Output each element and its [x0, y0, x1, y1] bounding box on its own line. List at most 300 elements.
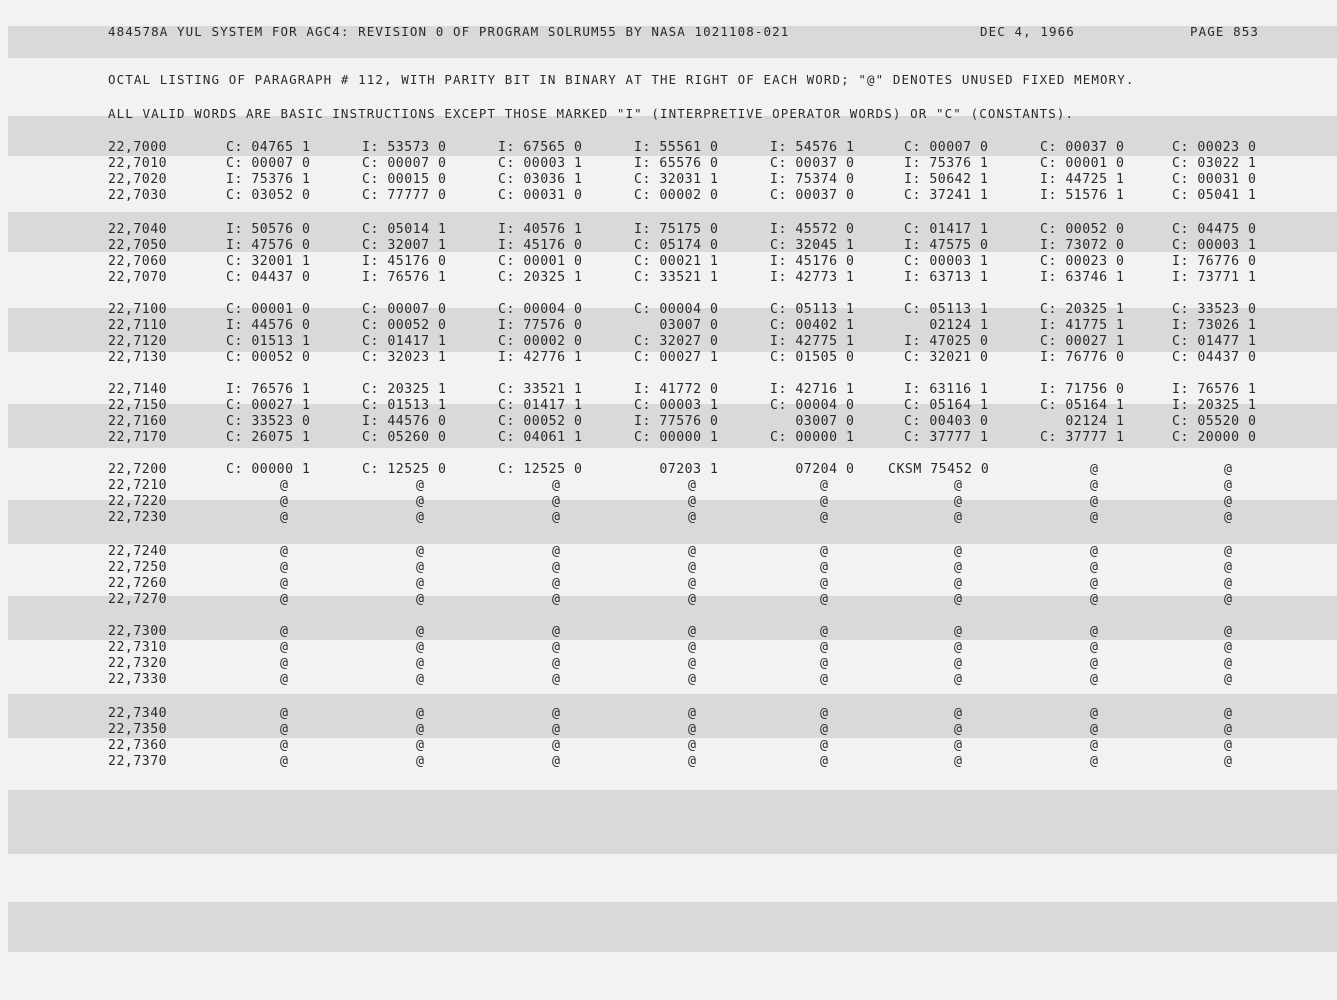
word-cell: I: 63746 1 [1040, 270, 1125, 285]
word-cell: I: 75376 1 [226, 172, 311, 187]
unused-memory-cell: @ [1224, 576, 1233, 591]
word-cell: I: 55561 0 [634, 140, 719, 155]
word-cell: I: 50576 0 [226, 222, 311, 237]
unused-memory-cell: @ [820, 656, 829, 671]
word-cell: C: 05113 1 [770, 302, 855, 317]
word-cell: C: 00003 1 [1172, 238, 1257, 253]
word-cell: C: 00027 1 [634, 350, 719, 365]
unused-memory-cell: @ [688, 592, 697, 607]
word-cell: I: 53573 0 [362, 140, 447, 155]
unused-memory-cell: @ [820, 754, 829, 769]
word-cell: C: 00007 0 [362, 156, 447, 171]
unused-memory-cell: @ [954, 624, 963, 639]
table-row [0, 140, 1337, 156]
table-row [0, 156, 1337, 172]
word-cell: C: 00002 0 [634, 188, 719, 203]
unused-memory-cell: @ [552, 510, 561, 525]
word-cell: I: 76576 1 [226, 382, 311, 397]
word-cell: C: 04475 0 [1172, 222, 1257, 237]
unused-memory-cell: @ [1090, 544, 1099, 559]
word-cell: 07204 0 [770, 462, 855, 477]
unused-memory-cell: @ [552, 722, 561, 737]
word-cell: C: 05014 1 [362, 222, 447, 237]
word-cell: C: 00027 1 [226, 398, 311, 413]
unused-memory-cell: @ [552, 656, 561, 671]
table-row [0, 302, 1337, 318]
table-row [0, 414, 1337, 430]
table-row [0, 462, 1337, 478]
unused-memory-cell: @ [552, 640, 561, 655]
unused-memory-cell: @ [1224, 656, 1233, 671]
unused-memory-cell: @ [1224, 592, 1233, 607]
word-cell: I: 44576 0 [226, 318, 311, 333]
word-cell: C: 33523 0 [226, 414, 311, 429]
word-cell: C: 00002 0 [498, 334, 583, 349]
word-cell: C: 00007 0 [362, 302, 447, 317]
word-cell: I: 45176 0 [362, 254, 447, 269]
word-cell: C: 00023 0 [1040, 254, 1125, 269]
word-cell: C: 32027 0 [634, 334, 719, 349]
table-row [0, 656, 1337, 672]
unused-memory-cell: @ [1090, 624, 1099, 639]
unused-memory-cell: @ [954, 656, 963, 671]
address-cell: 22,7170 [108, 430, 168, 445]
unused-memory-cell: @ [552, 478, 561, 493]
word-cell: C: 00052 0 [362, 318, 447, 333]
word-cell: C: 00027 1 [1040, 334, 1125, 349]
word-cell: C: 00403 0 [904, 414, 989, 429]
word-cell: 03007 0 [634, 318, 719, 333]
word-cell: C: 01417 1 [362, 334, 447, 349]
word-cell: C: 05041 1 [1172, 188, 1257, 203]
unused-memory-cell: @ [280, 576, 289, 591]
unused-memory-cell: @ [1090, 738, 1099, 753]
unused-memory-cell: @ [954, 478, 963, 493]
word-cell: C: 12525 0 [498, 462, 583, 477]
unused-memory-cell: @ [1224, 544, 1233, 559]
unused-memory-cell: @ [688, 560, 697, 575]
unused-memory-cell: @ [1224, 738, 1233, 753]
address-cell: 22,7320 [108, 656, 168, 671]
word-cell: C: 20000 0 [1172, 430, 1257, 445]
address-cell: 22,7360 [108, 738, 168, 753]
unused-memory-cell: @ [416, 494, 425, 509]
unused-memory-cell: @ [1224, 510, 1233, 525]
table-row [0, 544, 1337, 560]
word-cell: I: 71756 0 [1040, 382, 1125, 397]
word-cell: C: 77777 0 [362, 188, 447, 203]
word-cell: C: 00037 0 [1040, 140, 1125, 155]
word-cell: I: 77576 0 [498, 318, 583, 333]
unused-memory-cell: @ [954, 560, 963, 575]
word-cell: C: 00000 1 [770, 430, 855, 445]
unused-memory-cell: @ [552, 672, 561, 687]
unused-memory-cell: @ [688, 656, 697, 671]
unused-memory-cell: @ [416, 656, 425, 671]
address-cell: 22,7020 [108, 172, 168, 187]
unused-memory-cell: @ [1224, 478, 1233, 493]
word-cell: I: 42716 1 [770, 382, 855, 397]
word-cell: C: 37777 1 [904, 430, 989, 445]
word-cell: C: 32045 1 [770, 238, 855, 253]
word-cell: C: 32007 1 [362, 238, 447, 253]
unused-memory-cell: @ [1090, 656, 1099, 671]
unused-memory-cell: @ [552, 592, 561, 607]
address-cell: 22,7200 [108, 462, 168, 477]
word-cell: C: 00037 0 [770, 156, 855, 171]
word-cell: C: 01417 1 [904, 222, 989, 237]
table-row [0, 188, 1337, 204]
address-cell: 22,7250 [108, 560, 168, 575]
address-cell: 22,7030 [108, 188, 168, 203]
word-cell: I: 65576 0 [634, 156, 719, 171]
address-cell: 22,7230 [108, 510, 168, 525]
listing-date: DEC 4, 1966 [980, 24, 1075, 39]
word-cell: I: 73026 1 [1172, 318, 1257, 333]
word-cell: C: 32021 0 [904, 350, 989, 365]
unused-memory-cell: @ [280, 722, 289, 737]
word-cell: C: 00037 0 [770, 188, 855, 203]
table-row [0, 334, 1337, 350]
word-cell: C: 01513 1 [362, 398, 447, 413]
word-cell: C: 00015 0 [362, 172, 447, 187]
word-cell: C: 00000 1 [226, 462, 311, 477]
unused-memory-cell: @ [416, 510, 425, 525]
unused-memory-cell: @ [954, 722, 963, 737]
address-cell: 22,7000 [108, 140, 168, 155]
unused-memory-cell: @ [416, 754, 425, 769]
table-row [0, 738, 1337, 754]
unused-memory-cell: @ [416, 576, 425, 591]
unused-memory-cell: @ [280, 544, 289, 559]
word-cell: I: 42776 1 [498, 350, 583, 365]
word-cell: C: 00003 1 [498, 156, 583, 171]
word-cell: C: 00003 1 [904, 254, 989, 269]
word-cell: I: 20325 1 [1172, 398, 1257, 413]
unused-memory-cell: @ [688, 706, 697, 721]
unused-memory-cell: @ [1224, 462, 1233, 477]
word-cell: C: 01477 1 [1172, 334, 1257, 349]
unused-memory-cell: @ [280, 640, 289, 655]
table-row [0, 560, 1337, 576]
word-cell: I: 44725 1 [1040, 172, 1125, 187]
word-cell: I: 76576 1 [362, 270, 447, 285]
word-cell: C: 00007 0 [904, 140, 989, 155]
word-cell: C: 03036 1 [498, 172, 583, 187]
word-cell: I: 47575 0 [904, 238, 989, 253]
unused-memory-cell: @ [688, 640, 697, 655]
table-row [0, 494, 1337, 510]
stripe [8, 902, 1337, 952]
unused-memory-cell: @ [954, 576, 963, 591]
stripe [8, 790, 1337, 854]
word-cell: I: 75374 0 [770, 172, 855, 187]
unused-memory-cell: @ [280, 494, 289, 509]
address-cell: 22,7100 [108, 302, 168, 317]
unused-memory-cell: @ [954, 706, 963, 721]
unused-memory-cell: @ [820, 722, 829, 737]
unused-memory-cell: @ [416, 706, 425, 721]
word-cell: I: 73771 1 [1172, 270, 1257, 285]
word-cell: I: 76576 1 [1172, 382, 1257, 397]
unused-memory-cell: @ [688, 576, 697, 591]
unused-memory-cell: @ [280, 754, 289, 769]
word-cell: C: 01417 1 [498, 398, 583, 413]
word-cell: 03007 0 [770, 414, 855, 429]
word-cell: I: 75175 0 [634, 222, 719, 237]
table-row [0, 672, 1337, 688]
address-cell: 22,7220 [108, 494, 168, 509]
unused-memory-cell: @ [1090, 754, 1099, 769]
word-cell: I: 73072 0 [1040, 238, 1125, 253]
unused-memory-cell: @ [688, 478, 697, 493]
table-row [0, 624, 1337, 640]
address-cell: 22,7310 [108, 640, 168, 655]
word-cell: C: 05174 0 [634, 238, 719, 253]
unused-memory-cell: @ [552, 560, 561, 575]
unused-memory-cell: @ [820, 544, 829, 559]
unused-memory-cell: @ [280, 706, 289, 721]
word-cell: C: 03022 1 [1172, 156, 1257, 171]
word-cell: C: 00052 0 [498, 414, 583, 429]
word-cell: I: 76776 0 [1040, 350, 1125, 365]
unused-memory-cell: @ [954, 640, 963, 655]
table-row [0, 350, 1337, 366]
word-cell: I: 45572 0 [770, 222, 855, 237]
word-cell: C: 33521 1 [498, 382, 583, 397]
unused-memory-cell: @ [1090, 560, 1099, 575]
word-cell: C: 20325 1 [1040, 302, 1125, 317]
word-cell: I: 45176 0 [770, 254, 855, 269]
unused-memory-cell: @ [820, 624, 829, 639]
unused-memory-cell: @ [416, 624, 425, 639]
word-cell: I: 47576 0 [226, 238, 311, 253]
address-cell: 22,7270 [108, 592, 168, 607]
unused-memory-cell: @ [954, 544, 963, 559]
unused-memory-cell: @ [416, 672, 425, 687]
unused-memory-cell: @ [552, 544, 561, 559]
unused-memory-cell: @ [416, 640, 425, 655]
address-cell: 22,7260 [108, 576, 168, 591]
address-cell: 22,7010 [108, 156, 168, 171]
address-cell: 22,7070 [108, 270, 168, 285]
listing-header: 484578A YUL SYSTEM FOR AGC4: REVISION 0 OF PROGRAM SOLRUM55 BY NASA 1021108-021 [108, 24, 790, 39]
address-cell: 22,7370 [108, 754, 168, 769]
address-cell: 22,7330 [108, 672, 168, 687]
unused-memory-cell: @ [1090, 672, 1099, 687]
word-cell: C: 01505 0 [770, 350, 855, 365]
word-cell: C: 00402 1 [770, 318, 855, 333]
address-cell: 22,7060 [108, 254, 168, 269]
word-cell: C: 03052 0 [226, 188, 311, 203]
unused-memory-cell: @ [280, 624, 289, 639]
unused-memory-cell: @ [820, 478, 829, 493]
unused-memory-cell: @ [954, 754, 963, 769]
table-row [0, 722, 1337, 738]
word-cell: I: 41772 0 [634, 382, 719, 397]
address-cell: 22,7110 [108, 318, 168, 333]
unused-memory-cell: @ [688, 738, 697, 753]
word-cell: I: 54576 1 [770, 140, 855, 155]
unused-memory-cell: @ [820, 560, 829, 575]
unused-memory-cell: @ [416, 478, 425, 493]
unused-memory-cell: @ [688, 672, 697, 687]
word-cell: C: 05164 1 [1040, 398, 1125, 413]
word-cell: CKSM 75452 0 [888, 462, 990, 477]
unused-memory-cell: @ [1224, 754, 1233, 769]
unused-memory-cell: @ [954, 592, 963, 607]
word-cell: C: 05520 0 [1172, 414, 1257, 429]
unused-memory-cell: @ [820, 640, 829, 655]
description-line-1: OCTAL LISTING OF PARAGRAPH # 112, WITH PARITY BIT IN BINARY AT THE RIGHT OF EACH WORD; "@" DENOTES UNUSED FIXED MEMORY. [108, 72, 1135, 87]
table-row [0, 706, 1337, 722]
unused-memory-cell: @ [688, 754, 697, 769]
word-cell: I: 75376 1 [904, 156, 989, 171]
unused-memory-cell: @ [552, 494, 561, 509]
table-row [0, 318, 1337, 334]
word-cell: I: 77576 0 [634, 414, 719, 429]
word-cell: C: 04061 1 [498, 430, 583, 445]
unused-memory-cell: @ [1090, 510, 1099, 525]
word-cell: C: 00001 0 [1040, 156, 1125, 171]
unused-memory-cell: @ [954, 738, 963, 753]
word-cell: I: 76776 0 [1172, 254, 1257, 269]
page-number: PAGE 853 [1190, 24, 1260, 39]
unused-memory-cell: @ [1224, 494, 1233, 509]
table-row [0, 254, 1337, 270]
unused-memory-cell: @ [552, 738, 561, 753]
unused-memory-cell: @ [688, 624, 697, 639]
word-cell: I: 63713 1 [904, 270, 989, 285]
address-cell: 22,7210 [108, 478, 168, 493]
word-cell: C: 00003 1 [634, 398, 719, 413]
unused-memory-cell: @ [416, 544, 425, 559]
word-cell: C: 05164 1 [904, 398, 989, 413]
address-cell: 22,7140 [108, 382, 168, 397]
unused-memory-cell: @ [1090, 722, 1099, 737]
address-cell: 22,7130 [108, 350, 168, 365]
word-cell: C: 32023 1 [362, 350, 447, 365]
word-cell: C: 04437 0 [226, 270, 311, 285]
word-cell: I: 63116 1 [904, 382, 989, 397]
unused-memory-cell: @ [820, 592, 829, 607]
word-cell: I: 40576 1 [498, 222, 583, 237]
word-cell: C: 04765 1 [226, 140, 311, 155]
word-cell: I: 51576 1 [1040, 188, 1125, 203]
address-cell: 22,7120 [108, 334, 168, 349]
unused-memory-cell: @ [820, 672, 829, 687]
unused-memory-cell: @ [280, 510, 289, 525]
unused-memory-cell: @ [1090, 640, 1099, 655]
word-cell: 02124 1 [1040, 414, 1125, 429]
unused-memory-cell: @ [688, 494, 697, 509]
unused-memory-cell: @ [954, 510, 963, 525]
word-cell: C: 12525 0 [362, 462, 447, 477]
unused-memory-cell: @ [416, 560, 425, 575]
word-cell: C: 20325 1 [362, 382, 447, 397]
unused-memory-cell: @ [820, 494, 829, 509]
word-cell: I: 41775 1 [1040, 318, 1125, 333]
unused-memory-cell: @ [280, 672, 289, 687]
word-cell: C: 00004 0 [634, 302, 719, 317]
unused-memory-cell: @ [552, 706, 561, 721]
table-row [0, 238, 1337, 254]
unused-memory-cell: @ [1090, 576, 1099, 591]
unused-memory-cell: @ [552, 754, 561, 769]
word-cell: C: 05113 1 [904, 302, 989, 317]
unused-memory-cell: @ [954, 494, 963, 509]
unused-memory-cell: @ [1224, 560, 1233, 575]
word-cell: C: 00031 0 [498, 188, 583, 203]
word-cell: C: 37241 1 [904, 188, 989, 203]
word-cell: I: 44576 0 [362, 414, 447, 429]
address-cell: 22,7350 [108, 722, 168, 737]
word-cell: C: 00000 1 [634, 430, 719, 445]
table-row [0, 430, 1337, 446]
table-row [0, 398, 1337, 414]
unused-memory-cell: @ [820, 738, 829, 753]
table-row [0, 592, 1337, 608]
unused-memory-cell: @ [820, 706, 829, 721]
word-cell: C: 37777 1 [1040, 430, 1125, 445]
table-row [0, 270, 1337, 286]
unused-memory-cell: @ [820, 510, 829, 525]
unused-memory-cell: @ [820, 576, 829, 591]
unused-memory-cell: @ [280, 478, 289, 493]
unused-memory-cell: @ [280, 738, 289, 753]
word-cell: I: 42775 1 [770, 334, 855, 349]
word-cell: C: 00004 0 [770, 398, 855, 413]
unused-memory-cell: @ [416, 592, 425, 607]
unused-memory-cell: @ [1090, 494, 1099, 509]
word-cell: 07203 1 [634, 462, 719, 477]
word-cell: I: 45176 0 [498, 238, 583, 253]
unused-memory-cell: @ [416, 738, 425, 753]
word-cell: C: 00052 0 [226, 350, 311, 365]
word-cell: I: 47025 0 [904, 334, 989, 349]
address-cell: 22,7300 [108, 624, 168, 639]
word-cell: 02124 1 [904, 318, 989, 333]
word-cell: C: 01513 1 [226, 334, 311, 349]
unused-memory-cell: @ [280, 592, 289, 607]
address-cell: 22,7340 [108, 706, 168, 721]
unused-memory-cell: @ [552, 576, 561, 591]
unused-memory-cell: @ [280, 560, 289, 575]
unused-memory-cell: @ [1224, 624, 1233, 639]
word-cell: C: 20325 1 [498, 270, 583, 285]
word-cell: C: 32001 1 [226, 254, 311, 269]
address-cell: 22,7040 [108, 222, 168, 237]
word-cell: C: 00001 0 [498, 254, 583, 269]
word-cell: C: 00023 0 [1172, 140, 1257, 155]
table-row [0, 478, 1337, 494]
unused-memory-cell: @ [1090, 592, 1099, 607]
word-cell: C: 00004 0 [498, 302, 583, 317]
table-row [0, 754, 1337, 770]
unused-memory-cell: @ [1224, 706, 1233, 721]
word-cell: C: 00052 0 [1040, 222, 1125, 237]
word-cell: C: 04437 0 [1172, 350, 1257, 365]
word-cell: C: 05260 0 [362, 430, 447, 445]
address-cell: 22,7160 [108, 414, 168, 429]
word-cell: I: 50642 1 [904, 172, 989, 187]
unused-memory-cell: @ [1090, 478, 1099, 493]
word-cell: C: 26075 1 [226, 430, 311, 445]
address-cell: 22,7050 [108, 238, 168, 253]
unused-memory-cell: @ [1224, 722, 1233, 737]
table-row [0, 640, 1337, 656]
table-row [0, 510, 1337, 526]
